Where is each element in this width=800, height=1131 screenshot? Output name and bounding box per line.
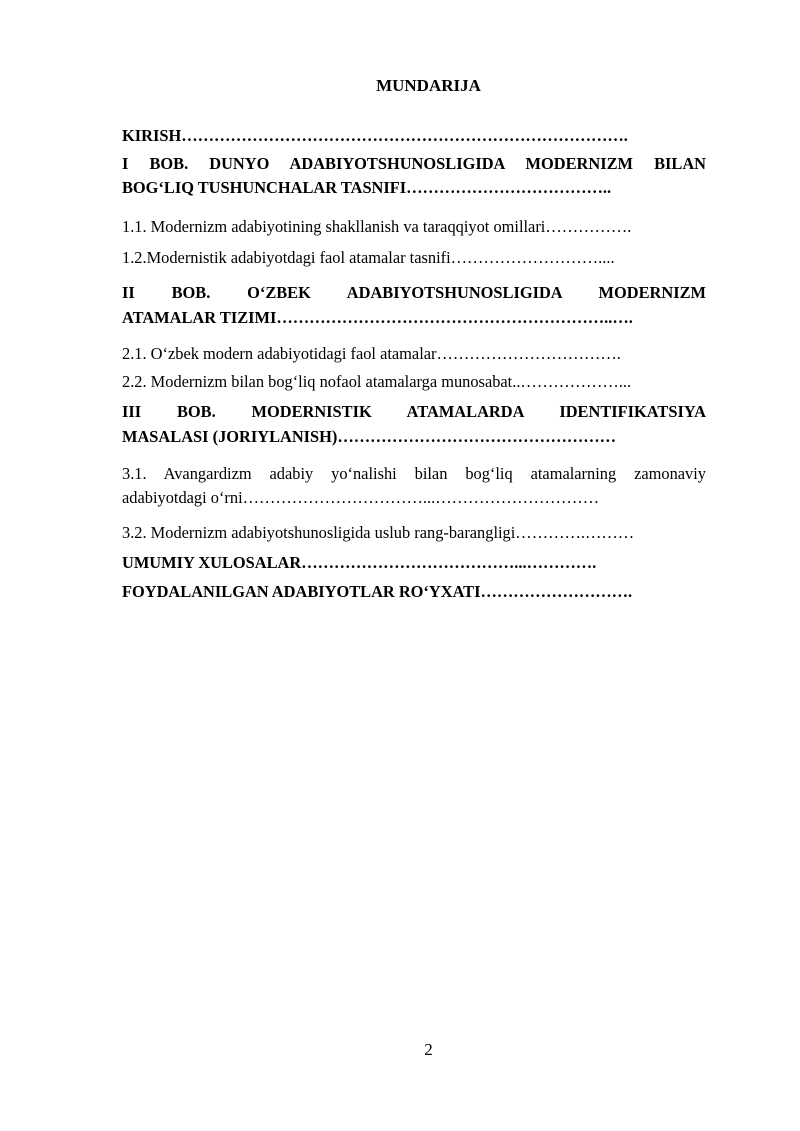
toc-entry-section-1-2[interactable]: 1.2.Modernistik adabiyotdagi faol atamalar tasnifi……………………….... [122, 248, 615, 267]
toc-entry-section-2-2[interactable]: 2.2. Modernizm bilan bog‘liq nofaol atamalarga munosabat..………………... [122, 372, 632, 391]
toc-entry-chapter-1-line-2[interactable]: BOG‘LIQ TUSHUNCHALAR TASNIFI……………………………….. [122, 178, 612, 197]
toc-entry-chapter-3-line-1[interactable]: III BOB. MODERNISTIK ATAMALARDA IDENTIFIKATSIYA [122, 402, 706, 421]
toc-entry-kirish[interactable]: KIRISH………………………………………………………………………. [122, 126, 628, 145]
toc-entry-section-3-2[interactable]: 3.2. Modernizm adabiyotshunosligida uslub rang-barangligi………….……… [122, 523, 635, 542]
toc-entry-references[interactable]: FOYDALANILGAN ADABIYOTLAR RO‘YXATI………………………. [122, 582, 633, 601]
toc-entry-section-2-1[interactable]: 2.1. O‘zbek modern adabiyotidagi faol atamalar……………………………. [122, 344, 621, 363]
toc-entry-conclusions[interactable]: UMUMIY XULOSALAR…………………………………...…………. [122, 553, 597, 572]
toc-entry-chapter-2-line-2[interactable]: ATAMALAR TIZIMI……………………………………………………..…. [122, 308, 633, 327]
toc-entry-section-3-1-line-2[interactable]: adabiyotdagi o‘rni……………………………...………………………… [122, 488, 600, 507]
toc-entry-chapter-1-line-1[interactable]: I BOB. DUNYO ADABIYOTSHUNOSLIGIDA MODERNIZM BILAN [122, 154, 706, 173]
toc-entry-section-1-1[interactable]: 1.1. Modernizm adabiyotining shakllanish va taraqqiyot omillari……………. [122, 217, 632, 236]
toc-entry-chapter-3-line-2[interactable]: MASALASI (JORIYLANISH)…………………………………………… [122, 427, 617, 446]
page-number: 2 [424, 1040, 433, 1059]
toc-entry-chapter-2-line-1[interactable]: II BOB. O‘ZBEK ADABIYOTSHUNOSLIGIDA MODERNIZM [122, 283, 706, 302]
page-title: MUNDARIJA [376, 76, 481, 95]
toc-entry-section-3-1-line-1[interactable]: 3.1. Avangardizm adabiy yo‘nalishi bilan bog‘liq atamalarning zamonaviy [122, 464, 706, 483]
